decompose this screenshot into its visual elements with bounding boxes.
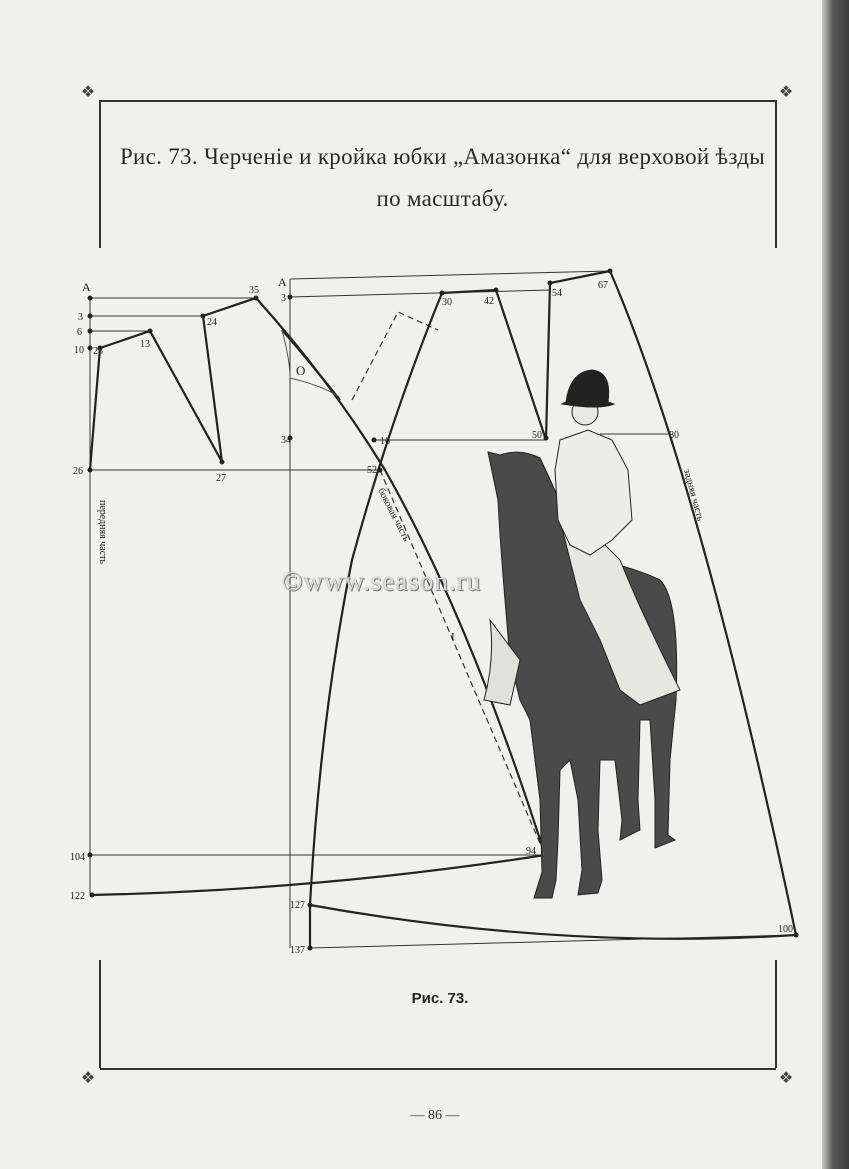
back-point-label: 30 (442, 297, 452, 308)
point-marker (254, 296, 259, 301)
back-hem-line (310, 905, 796, 939)
point-marker (88, 329, 93, 334)
horsewoman-illustration (484, 370, 680, 898)
figure-caption: Рис. 73. (411, 990, 469, 1007)
back-point-label: 80 (669, 430, 679, 441)
back-point-label: 127 (290, 900, 305, 911)
front-point-label: 6 (77, 327, 82, 338)
front-origin-label: А (82, 280, 91, 294)
front-point-label: 27 (216, 473, 226, 484)
point-marker (548, 281, 553, 286)
front-point-label: 26 (73, 466, 83, 477)
point-marker (378, 468, 383, 473)
point-marker (440, 291, 445, 296)
front-point-label: 24 (207, 317, 217, 328)
corner-ornament-icon: ❖ (778, 1068, 794, 1087)
watermark-text: ©www.season.ru (282, 566, 482, 596)
front-point-label: 23 (93, 346, 103, 357)
point-marker (308, 946, 313, 951)
front-point-label: 10 (74, 345, 84, 356)
point-marker (372, 438, 377, 443)
construction-line (290, 290, 550, 297)
back-point-label: 54 (552, 288, 562, 299)
point-marker (88, 853, 93, 858)
rider-jacket (555, 430, 632, 555)
back-point-label: 3 (281, 293, 286, 304)
front-waist-outline (90, 298, 256, 470)
side-panel-label: боковая часть (375, 486, 412, 544)
construction-line (290, 271, 610, 279)
front-hem-line (92, 855, 545, 895)
back-point-label: 67 (598, 280, 608, 291)
dart-curve (282, 330, 340, 400)
dashed-dart-guide (352, 312, 438, 400)
figure-title: Рис. 73. Черченіе и кройка юбки „Амазонка“ для верховой ѣзды по масштабу. (119, 144, 766, 211)
point-marker (794, 933, 799, 938)
point-marker (88, 346, 93, 351)
point-marker (90, 893, 95, 898)
back-point-label: 52 (367, 465, 377, 476)
point-marker (88, 314, 93, 319)
notch-mark: I (451, 631, 455, 643)
back-point-label: 137 (290, 945, 305, 956)
construction-line (310, 935, 796, 948)
back-point-label: 100 (778, 924, 793, 935)
point-marker (494, 288, 499, 293)
point-marker (608, 269, 613, 274)
front-point-label: 13 (140, 339, 150, 350)
point-marker (201, 314, 206, 319)
point-marker (308, 903, 313, 908)
page-number: — 86 — (410, 1108, 460, 1123)
back-panel-label: задняя часть (681, 467, 706, 523)
point-marker (544, 436, 549, 441)
point-marker (88, 296, 93, 301)
front-point-label: 35 (249, 285, 259, 296)
front-point-label: 3 (78, 312, 83, 323)
corner-ornament-icon: ❖ (778, 82, 794, 101)
front-panel-label: передняя часть (97, 500, 108, 565)
front-point-label: 122 (70, 891, 85, 902)
point-marker (148, 329, 153, 334)
point-marker (288, 295, 293, 300)
rider-hat (562, 370, 614, 407)
back-point-label: 42 (484, 296, 494, 307)
back-origin-label: А (278, 275, 287, 289)
point-marker (220, 460, 225, 465)
corner-ornament-icon: ❖ (80, 82, 96, 101)
dart-mark: О (296, 363, 306, 378)
point-marker (88, 468, 93, 473)
back-point-label: 94 (526, 846, 536, 857)
corner-ornament-icon: ❖ (80, 1068, 96, 1087)
front-point-label: 104 (70, 852, 85, 863)
back-point-label: 16 (380, 436, 390, 447)
back-point-label: 34 (281, 435, 291, 446)
back-point-label: 50 (532, 430, 542, 441)
